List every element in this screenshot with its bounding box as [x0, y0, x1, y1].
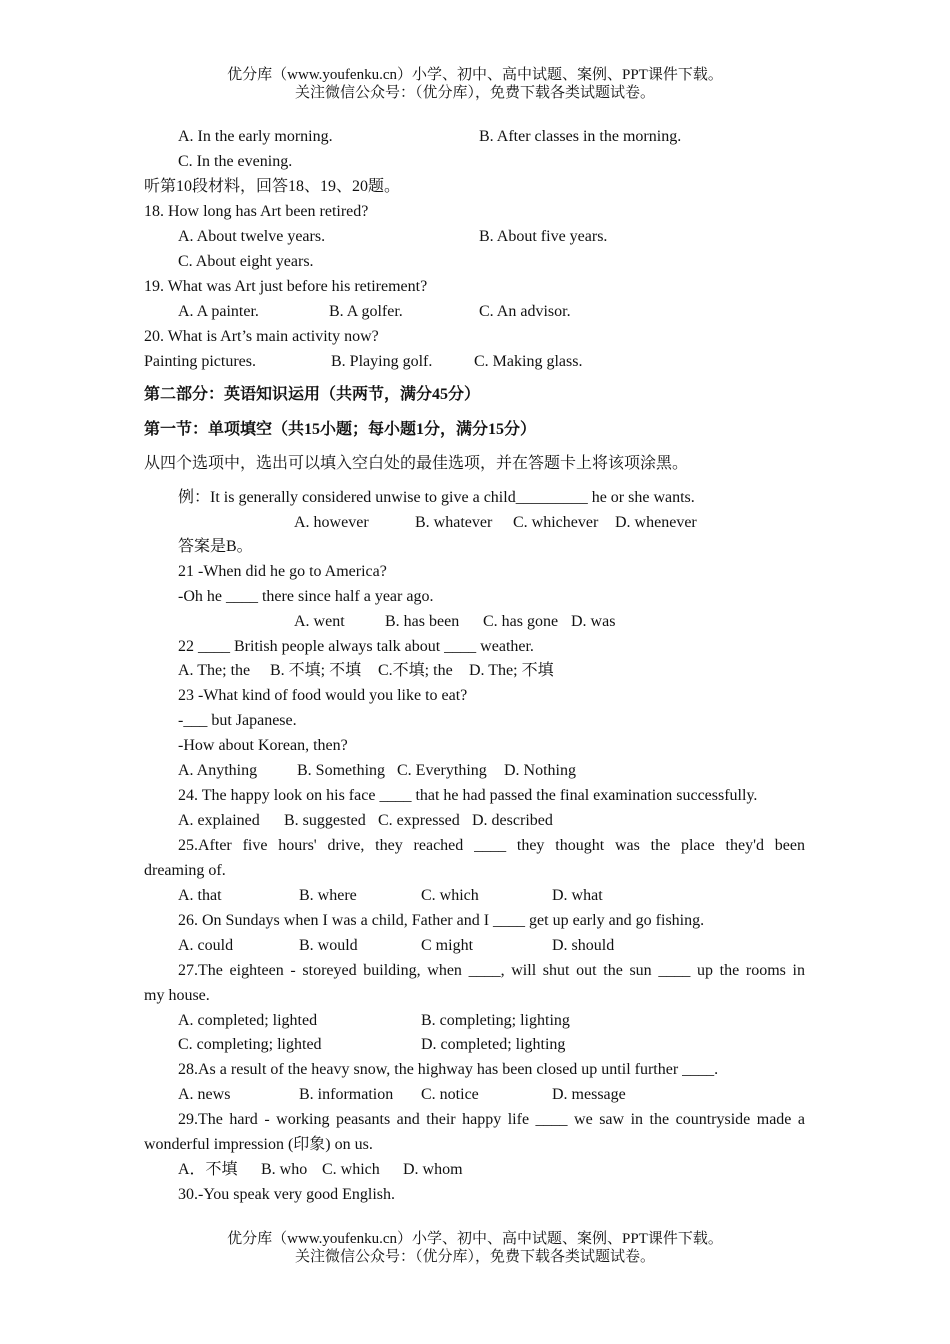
section-instructions: 从四个选项中，选出可以填入空白处的最佳选项，并在答题卡上将该项涂黑。: [144, 455, 689, 472]
option-b: B. A golfer.: [329, 303, 403, 320]
option-d: D. message: [552, 1086, 626, 1103]
example-stem: 例：It is generally considered unwise to give a child_________ he or she wants.: [178, 489, 695, 506]
option-c: C. has gone: [483, 613, 559, 630]
option-a: A. Anything: [178, 762, 258, 779]
option-b: B. where: [299, 887, 357, 904]
section-1-title: 第一节：单项填空（共15小题；每小题1分，满分15分）: [144, 421, 537, 438]
section-10-instruction: 听第10段材料，回答18、19、20题。: [144, 178, 401, 195]
option-c: C. Everything: [397, 762, 487, 779]
question-stem: 28.As a result of the heavy snow, the highway has been closed up until further ____.: [178, 1061, 719, 1078]
option-a: A. The; the: [178, 662, 251, 679]
option-a: A．不填: [178, 1161, 238, 1178]
option-a: A. A painter.: [178, 303, 259, 320]
dialog-line-1: 23 -What kind of food would you like to eat?: [178, 687, 468, 704]
option-c: C. An advisor.: [479, 303, 571, 320]
part-2-title: 第二部分：英语知识运用（共两节，满分45分）: [144, 386, 481, 403]
option-b: B. has been: [385, 613, 460, 630]
option-b: B. whatever: [415, 514, 493, 531]
question-stem: 18. How long has Art been retired?: [144, 203, 369, 220]
question-stem: 26. On Sundays when I was a child, Father and I ____ get up early and go fishing.: [178, 912, 705, 929]
option-b: B. information: [299, 1086, 394, 1103]
question-stem: 24. The happy look on his face ____ that he had passed the final examination successfully.: [178, 787, 758, 804]
option-d: D. described: [472, 812, 553, 829]
dialog-line-2: -Oh he ____ there since half a year ago.: [178, 588, 434, 605]
question-stem-line-2: my house.: [144, 987, 210, 1004]
option-b: B. Something: [297, 762, 386, 779]
option-a: A. that: [178, 887, 222, 904]
option-d: D. The; 不填: [469, 662, 554, 679]
question-stem: 19. What was Art just before his retirement?: [144, 278, 428, 295]
header-line-2: 关注微信公众号：（优分库），免费下载各类试题试卷。: [294, 85, 655, 101]
option-c: C. which: [322, 1161, 380, 1178]
option-c: C. In the evening.: [178, 153, 293, 170]
question-stem-line-2: dreaming of.: [144, 862, 226, 879]
question-stem-line-1: 25.After five hours' drive, they reached ____ they thought was the place they'd been: [178, 837, 805, 854]
option-a: A. went: [294, 613, 345, 630]
option-a: Painting pictures.: [144, 353, 256, 370]
option-a: A. About twelve years.: [178, 228, 326, 245]
question-stem: 30.-You speak very good English.: [178, 1186, 396, 1203]
option-d: D. completed; lighting: [421, 1036, 566, 1053]
option-b: B. who: [261, 1161, 308, 1178]
footer-line-1: 优分库（www.youfenku.cn）小学、初中、高中试题、案例、PPT课件下载。: [227, 1231, 723, 1247]
option-a: A. could: [178, 937, 234, 954]
question-stem: 20. What is Art’s main activity now?: [144, 328, 379, 345]
option-b: B. suggested: [284, 812, 366, 829]
option-d: D. what: [552, 887, 603, 904]
option-a: A. news: [178, 1086, 231, 1103]
option-b: B. completing; lighting: [421, 1012, 570, 1029]
dialog-line-3: -How about Korean, then?: [178, 737, 348, 754]
option-a: A. completed; lighted: [178, 1012, 318, 1029]
option-c: C. notice: [421, 1086, 479, 1103]
example-answer: 答案是B。: [178, 538, 253, 555]
option-c: C. which: [421, 887, 479, 904]
dialog-line-1: 21 -When did he go to America?: [178, 563, 387, 580]
option-c: C. whichever: [513, 514, 599, 531]
option-b: B. About five years.: [479, 228, 608, 245]
option-c: C. Making glass.: [474, 353, 583, 370]
option-c: C. About eight years.: [178, 253, 314, 270]
option-a: A. however: [294, 514, 369, 531]
option-d: D. Nothing: [504, 762, 576, 779]
option-c: C. expressed: [378, 812, 460, 829]
dialog-line-2: -___ but Japanese.: [178, 712, 297, 729]
option-d: D. should: [552, 937, 615, 954]
question-stem-line-1: 27.The eighteen - storeyed building, when ____, will shut out the sun ____ up the rooms in: [178, 962, 805, 979]
question-stem-line-1: 29.The hard - working peasants and their happy life ____ we saw in the countryside made a: [178, 1111, 805, 1128]
question-stem: 22 ____ British people always talk about ____ weather.: [178, 638, 534, 655]
header-line-1: 优分库（www.youfenku.cn）小学、初中、高中试题、案例、PPT课件下载。: [227, 67, 723, 83]
option-c: C might: [421, 937, 474, 954]
option-b: B. would: [299, 937, 358, 954]
option-c: C. completing; lighted: [178, 1036, 322, 1053]
option-b: B. Playing golf.: [331, 353, 433, 370]
option-a: A. In the early morning.: [178, 128, 333, 145]
option-c: C.不填; the: [378, 662, 453, 679]
option-d: D. whenever: [615, 514, 697, 531]
option-b: B. 不填; 不填: [270, 662, 362, 679]
option-d: D. was: [571, 613, 616, 630]
footer-line-2: 关注微信公众号：（优分库），免费下载各类试题试卷。: [294, 1249, 655, 1265]
option-a: A. explained: [178, 812, 260, 829]
question-stem-line-2: wonderful impression (印象) on us.: [144, 1136, 373, 1153]
option-b: B. After classes in the morning.: [479, 128, 682, 145]
option-d: D. whom: [403, 1161, 463, 1178]
